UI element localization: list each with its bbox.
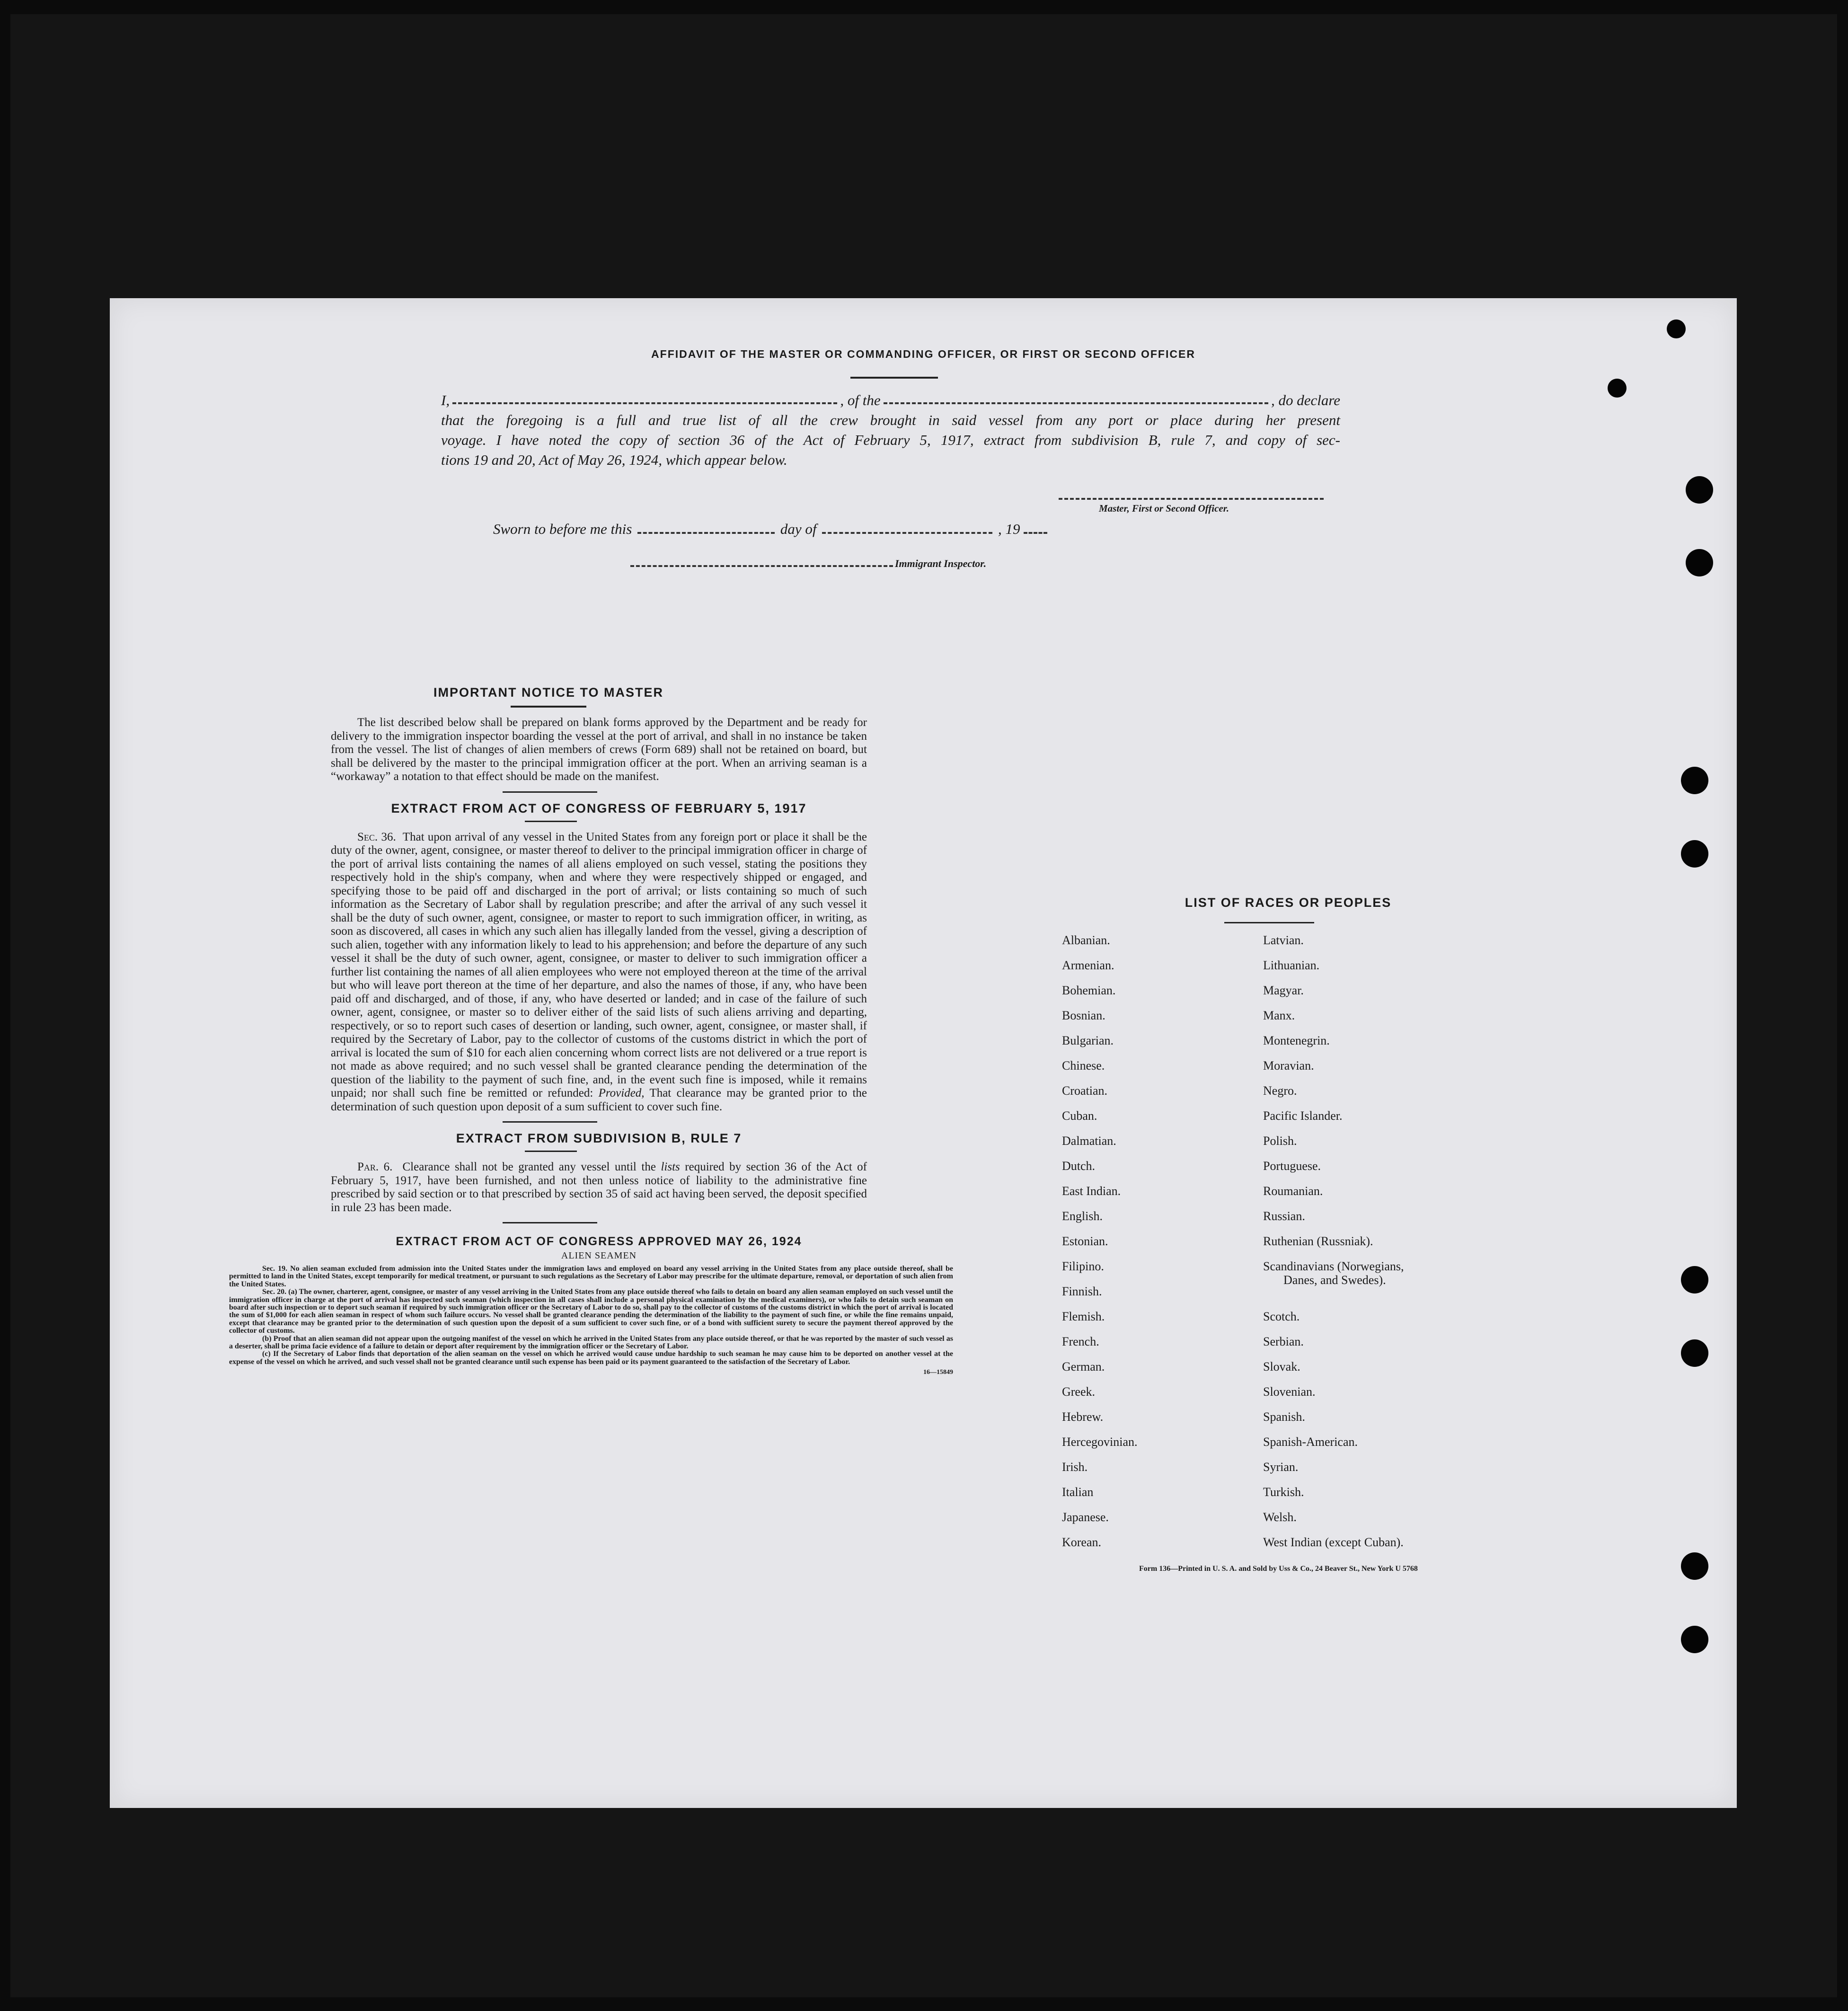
race-item: Portuguese. xyxy=(1263,1159,1321,1173)
inspector-signature-field[interactable] xyxy=(630,565,893,567)
race-item: Hercegovinian. xyxy=(1062,1435,1138,1449)
race-item: Magyar. xyxy=(1263,983,1304,997)
race-item: Flemish. xyxy=(1062,1310,1105,1323)
affidavit-of-the: , of the xyxy=(840,392,881,408)
print-code: 16—15849 xyxy=(923,1369,953,1376)
sec20b-text: (b) Proof that an alien seaman did not appear upon the outgoing manifest of the vessel on which he arrived in the United States from any place outside thereof, or that he was reported by the master of such vessel as a deserter, shall be prima facie evidence of a failure to detain or deport after requirement by the immigration officer or the Secretary of Labor. xyxy=(229,1334,953,1351)
race-item: Dalmatian. xyxy=(1062,1134,1116,1148)
race-item: Welsh. xyxy=(1263,1510,1297,1524)
binder-hole xyxy=(1681,767,1708,794)
race-item: Scotch. xyxy=(1263,1310,1300,1323)
notice-divider xyxy=(503,791,597,793)
race-item: Irish. xyxy=(1062,1460,1088,1474)
race-item: Moravian. xyxy=(1263,1059,1314,1072)
race-item: Filipino. xyxy=(1062,1259,1104,1273)
affidavit-line-4: tions 19 and 20, Act of May 26, 1924, which appear below. xyxy=(441,452,787,468)
race-item: Lithuanian. xyxy=(1263,958,1320,972)
name-field-line[interactable] xyxy=(452,402,837,404)
race-item: Greek. xyxy=(1062,1385,1096,1399)
extract-rule7-divider xyxy=(503,1222,597,1223)
binder-hole xyxy=(1681,1552,1708,1580)
race-item: French. xyxy=(1062,1335,1099,1348)
par6-text: required by section 36 of the Act of February 5, 1917, have been furnished, and not then unless notice of liability to the administrative fine prescribed by said section or to that prescribed by section 35 of said act having been served, the deposit specified in rule 23 has been made. xyxy=(331,1161,867,1214)
race-item: Croatian. xyxy=(1062,1084,1108,1098)
race-item: Slovenian. xyxy=(1263,1385,1316,1399)
sworn-line xyxy=(493,521,1047,538)
affidavit-line-1 xyxy=(441,390,1340,410)
affidavit-title: AFFIDAVIT OF THE MASTER OR COMMANDING OFFICER, OR FIRST OR SECOND OFFICER xyxy=(651,348,1195,360)
extract-rule7-title: EXTRACT FROM SUBDIVISION B, RULE 7 xyxy=(456,1131,742,1145)
master-signature-label: Master, First or Second Officer. xyxy=(1099,503,1229,514)
race-item: Polish. xyxy=(1263,1134,1297,1148)
race-item: Chinese. xyxy=(1062,1059,1105,1072)
binder-hole xyxy=(1608,379,1627,398)
race-item-continuation: Danes, and Swedes). xyxy=(1283,1273,1386,1287)
notice-title-rule xyxy=(511,706,586,708)
race-item: West Indian (except Cuban). xyxy=(1263,1535,1404,1549)
sec36-text-end: That clearance may be granted prior to the determination of such question upon deposit of a sum sufficient to cover such fine. xyxy=(331,1087,867,1113)
race-item: Serbian. xyxy=(1263,1335,1304,1348)
left-column xyxy=(229,685,953,1376)
sworn-day-field[interactable] xyxy=(637,532,775,534)
race-item: Negro. xyxy=(1263,1084,1297,1098)
lists-word: lists xyxy=(661,1161,680,1173)
extract-1917-rule xyxy=(525,821,577,822)
sworn-year-label: , 19 xyxy=(998,521,1020,537)
races-title: LIST OF RACES OR PEOPLES xyxy=(1185,895,1392,910)
race-item: Latvian. xyxy=(1263,933,1304,947)
race-item: Scandinavians (Norwegians, xyxy=(1263,1259,1404,1273)
race-item: East Indian. xyxy=(1062,1184,1121,1198)
binder-hole xyxy=(1667,319,1686,338)
race-item: Manx. xyxy=(1263,1009,1295,1022)
race-item: Russian. xyxy=(1263,1209,1305,1223)
race-item: English. xyxy=(1062,1209,1103,1223)
race-item: Turkish. xyxy=(1263,1485,1304,1499)
binder-hole xyxy=(1681,840,1708,868)
sec20a-text: Sec. 20. (a) The owner, charterer, agent, consignee, or master of any vessel arriving in the United States from any place outside thereof who fails to detain on board any alien seaman employed on such vessel until the immigration officer in charge at the port of arrival has inspected such seaman (which inspection in all cases shall include a personal physical examination by the medical examiners), or who fails to detain such seaman on board after such inspection or to deport such seaman if required by such immigration officer or the Secretary of Labor to do so, shall pay to the collector of customs of the customs district in which the port of arrival is located the sum of $1,000 for each alien seaman in respect of whom such failure occurs. No vessel shall be granted clearance pending the determination of the liability to the payment of such fine, or while the fine remains unpaid, except that clearance may be granted prior to the determination of such question upon the deposit of a sum sufficient to cover such fine, or of a bond with sufficient surety to secure the payment thereof approved by the collector of customs. xyxy=(229,1288,953,1335)
race-item: Syrian. xyxy=(1263,1460,1299,1474)
race-item: Spanish-American. xyxy=(1263,1435,1358,1449)
provided-word: Provided, xyxy=(598,1087,645,1099)
binder-hole xyxy=(1681,1266,1708,1293)
notice-title: IMPORTANT NOTICE TO MASTER xyxy=(433,685,663,700)
race-item: Bosnian. xyxy=(1062,1009,1105,1022)
race-item: Roumanian. xyxy=(1263,1184,1323,1198)
sec36-label: Sec. 36. xyxy=(357,830,396,843)
race-item: Estonian. xyxy=(1062,1234,1108,1248)
race-item: Armenian. xyxy=(1062,958,1114,972)
notice-body: The list described below shall be prepared on blank forms approved by the Department and be ready for delivery to the immigration inspector boarding the vessel at the port of arrival, and shall in no instance be taken from the vessel. The list of changes of alien members of crews (Form 689) shall not be retained on board, but shall be delivered by the master to the principal immigration officer at the port. When an arriving seaman is a “workaway” a notation to that effect should be made on the manifest. xyxy=(331,716,867,783)
document-page xyxy=(110,298,1737,1808)
vessel-field-line[interactable] xyxy=(884,402,1268,404)
sec19-text: Sec. 19. No alien seaman excluded from admission into the United States under the immigration laws and employed on board any vessel arriving in the United States from any place outside thereof, shall be permitted to land in the United States, except temporarily for medical treatment, or pursuant to such regulations as the Secretary of Labor may prescribe for the ultimate departure, removal, or deportation of such alien from the United States. xyxy=(229,1265,953,1288)
race-item: Japanese. xyxy=(1062,1510,1109,1524)
par6-label: Par. 6. xyxy=(357,1161,393,1173)
master-signature-line[interactable] xyxy=(1059,498,1324,500)
form-footer: Form 136—Printed in U. S. A. and Sold by Uss & Co., 24 Beaver St., New York U 5768 xyxy=(1139,1565,1418,1573)
extract-rule7-body xyxy=(331,1161,867,1214)
race-item: Slovak. xyxy=(1263,1360,1300,1373)
affidavit-i: I, xyxy=(441,392,450,408)
affidavit-declare: , do declare xyxy=(1271,392,1341,408)
race-item: Spanish. xyxy=(1263,1410,1305,1424)
race-item: Pacific Islander. xyxy=(1263,1109,1343,1123)
binder-hole xyxy=(1681,1626,1708,1653)
race-item: Bulgarian. xyxy=(1062,1034,1114,1047)
race-item: Korean. xyxy=(1062,1535,1102,1549)
sworn-year-field[interactable] xyxy=(1024,532,1047,534)
extract-1924-title: EXTRACT FROM ACT OF CONGRESS APPROVED MAY 26, 1924 xyxy=(396,1235,802,1248)
extract-1917-body xyxy=(331,831,867,1114)
extract-1917-divider xyxy=(503,1121,597,1123)
inspector-line xyxy=(630,558,986,570)
binder-hole xyxy=(1681,1339,1708,1367)
sworn-month-field[interactable] xyxy=(822,532,992,534)
extract-1917-title: EXTRACT FROM ACT OF CONGRESS OF FEBRUARY 5, 1917 xyxy=(391,801,807,815)
binder-hole xyxy=(1686,549,1713,576)
affidavit-title-rule xyxy=(850,377,938,379)
race-item: Bohemian. xyxy=(1062,983,1116,997)
affidavit-line-2: that the foregoing is a full and true list of all the crew brought in said vessel from any port or place during her present xyxy=(441,412,1340,428)
sec20c-text: (c) If the Secretary of Labor finds that deportation of the alien seaman on the vessel on which he arrived would cause undue hardship to such seaman he may cause him to be deported on another vessel at the expense of the vessel on which he arrived, and such vessel shall not be granted clearance until such expense has been paid or its payment guaranteed to the satisfaction of the Secretary of Labor. xyxy=(229,1350,953,1366)
extract-1924-body xyxy=(229,1265,953,1366)
race-item: Dutch. xyxy=(1062,1159,1096,1173)
par6-start: Clearance shall not be granted any vessel until the xyxy=(402,1161,656,1173)
race-item: Cuban. xyxy=(1062,1109,1097,1123)
sec36-text: That upon arrival of any vessel in the United States from any foreign port or place it shall be the duty of the owner, agent, consignee, or master thereof to deliver to the principal immigration officer in charge of the port of arrival lists containing the names of all aliens employed on such vessel, stating the positions they respectively hold in the ship's company, when and where they were respectively shipped or engaged, and specifying those to be paid off and discharged in the port of arrival; or lists containing so much of such information as the Secretary of Labor shall by regulation prescribe; and after the arrival of any such vessel it shall be the duty of such owner, agent, consignee, or master to report to such immigration officer, in writing, as soon as discovered, all cases in which any such alien has illegally landed from the vessel, giving a description of such alien, together with any information likely to lead to his apprehension; and before the departure of any such vessel it shall be the duty of such owner, agent, consignee, or master to deliver to such immigration officer a further list containing the names of all alien employees who were not employed thereon at the time of the arrival but who will leave port thereon at the time of her departure, and also the names of those, if any, who have been paid off and discharged, and of those, if any, who have deserted or landed; and in case of the failure of such owner, agent, consignee, or master so to deliver either of the said lists of such aliens arriving and departing, respectively, or so to report such cases of desertion or landing, such owner, agent, consignee, or master shall, if required by the Secretary of Labor, pay to the collector of customs of the customs district in which the port of arrival is located the sum of $10 for each alien concerning whom correct lists are not delivered or a true report is not made as above required; and no such vessel shall be granted clearance pending the determination of the question of the liability to the payment of such fine, and, in the event such fine is imposed, while it remains unpaid; nor shall such fine be remitted or refunded: xyxy=(331,830,867,1099)
sworn-day-label: day of xyxy=(780,521,817,537)
race-item: Albanian. xyxy=(1062,933,1110,947)
race-item: German. xyxy=(1062,1360,1105,1373)
race-item: Italian xyxy=(1062,1485,1094,1499)
race-item: Finnish. xyxy=(1062,1285,1102,1298)
affidavit-line-3: voyage. I have noted the copy of section 36 of the Act of February 5, 1917, extract from subdivision B, rule 7, and copy of sec- xyxy=(441,432,1340,448)
race-item: Montenegrin. xyxy=(1263,1034,1330,1047)
races-title-rule xyxy=(1224,922,1314,923)
extract-1924-subtitle: ALIEN SEAMEN xyxy=(561,1250,637,1261)
inspector-label: Immigrant Inspector. xyxy=(895,558,987,569)
race-item: Hebrew. xyxy=(1062,1410,1104,1424)
extract-rule7-rule xyxy=(525,1151,577,1152)
sworn-prefix: Sworn to before me this xyxy=(493,521,632,537)
affidavit-declaration xyxy=(441,390,1340,470)
binder-hole xyxy=(1686,476,1713,504)
race-item: Ruthenian (Russniak). xyxy=(1263,1234,1373,1248)
